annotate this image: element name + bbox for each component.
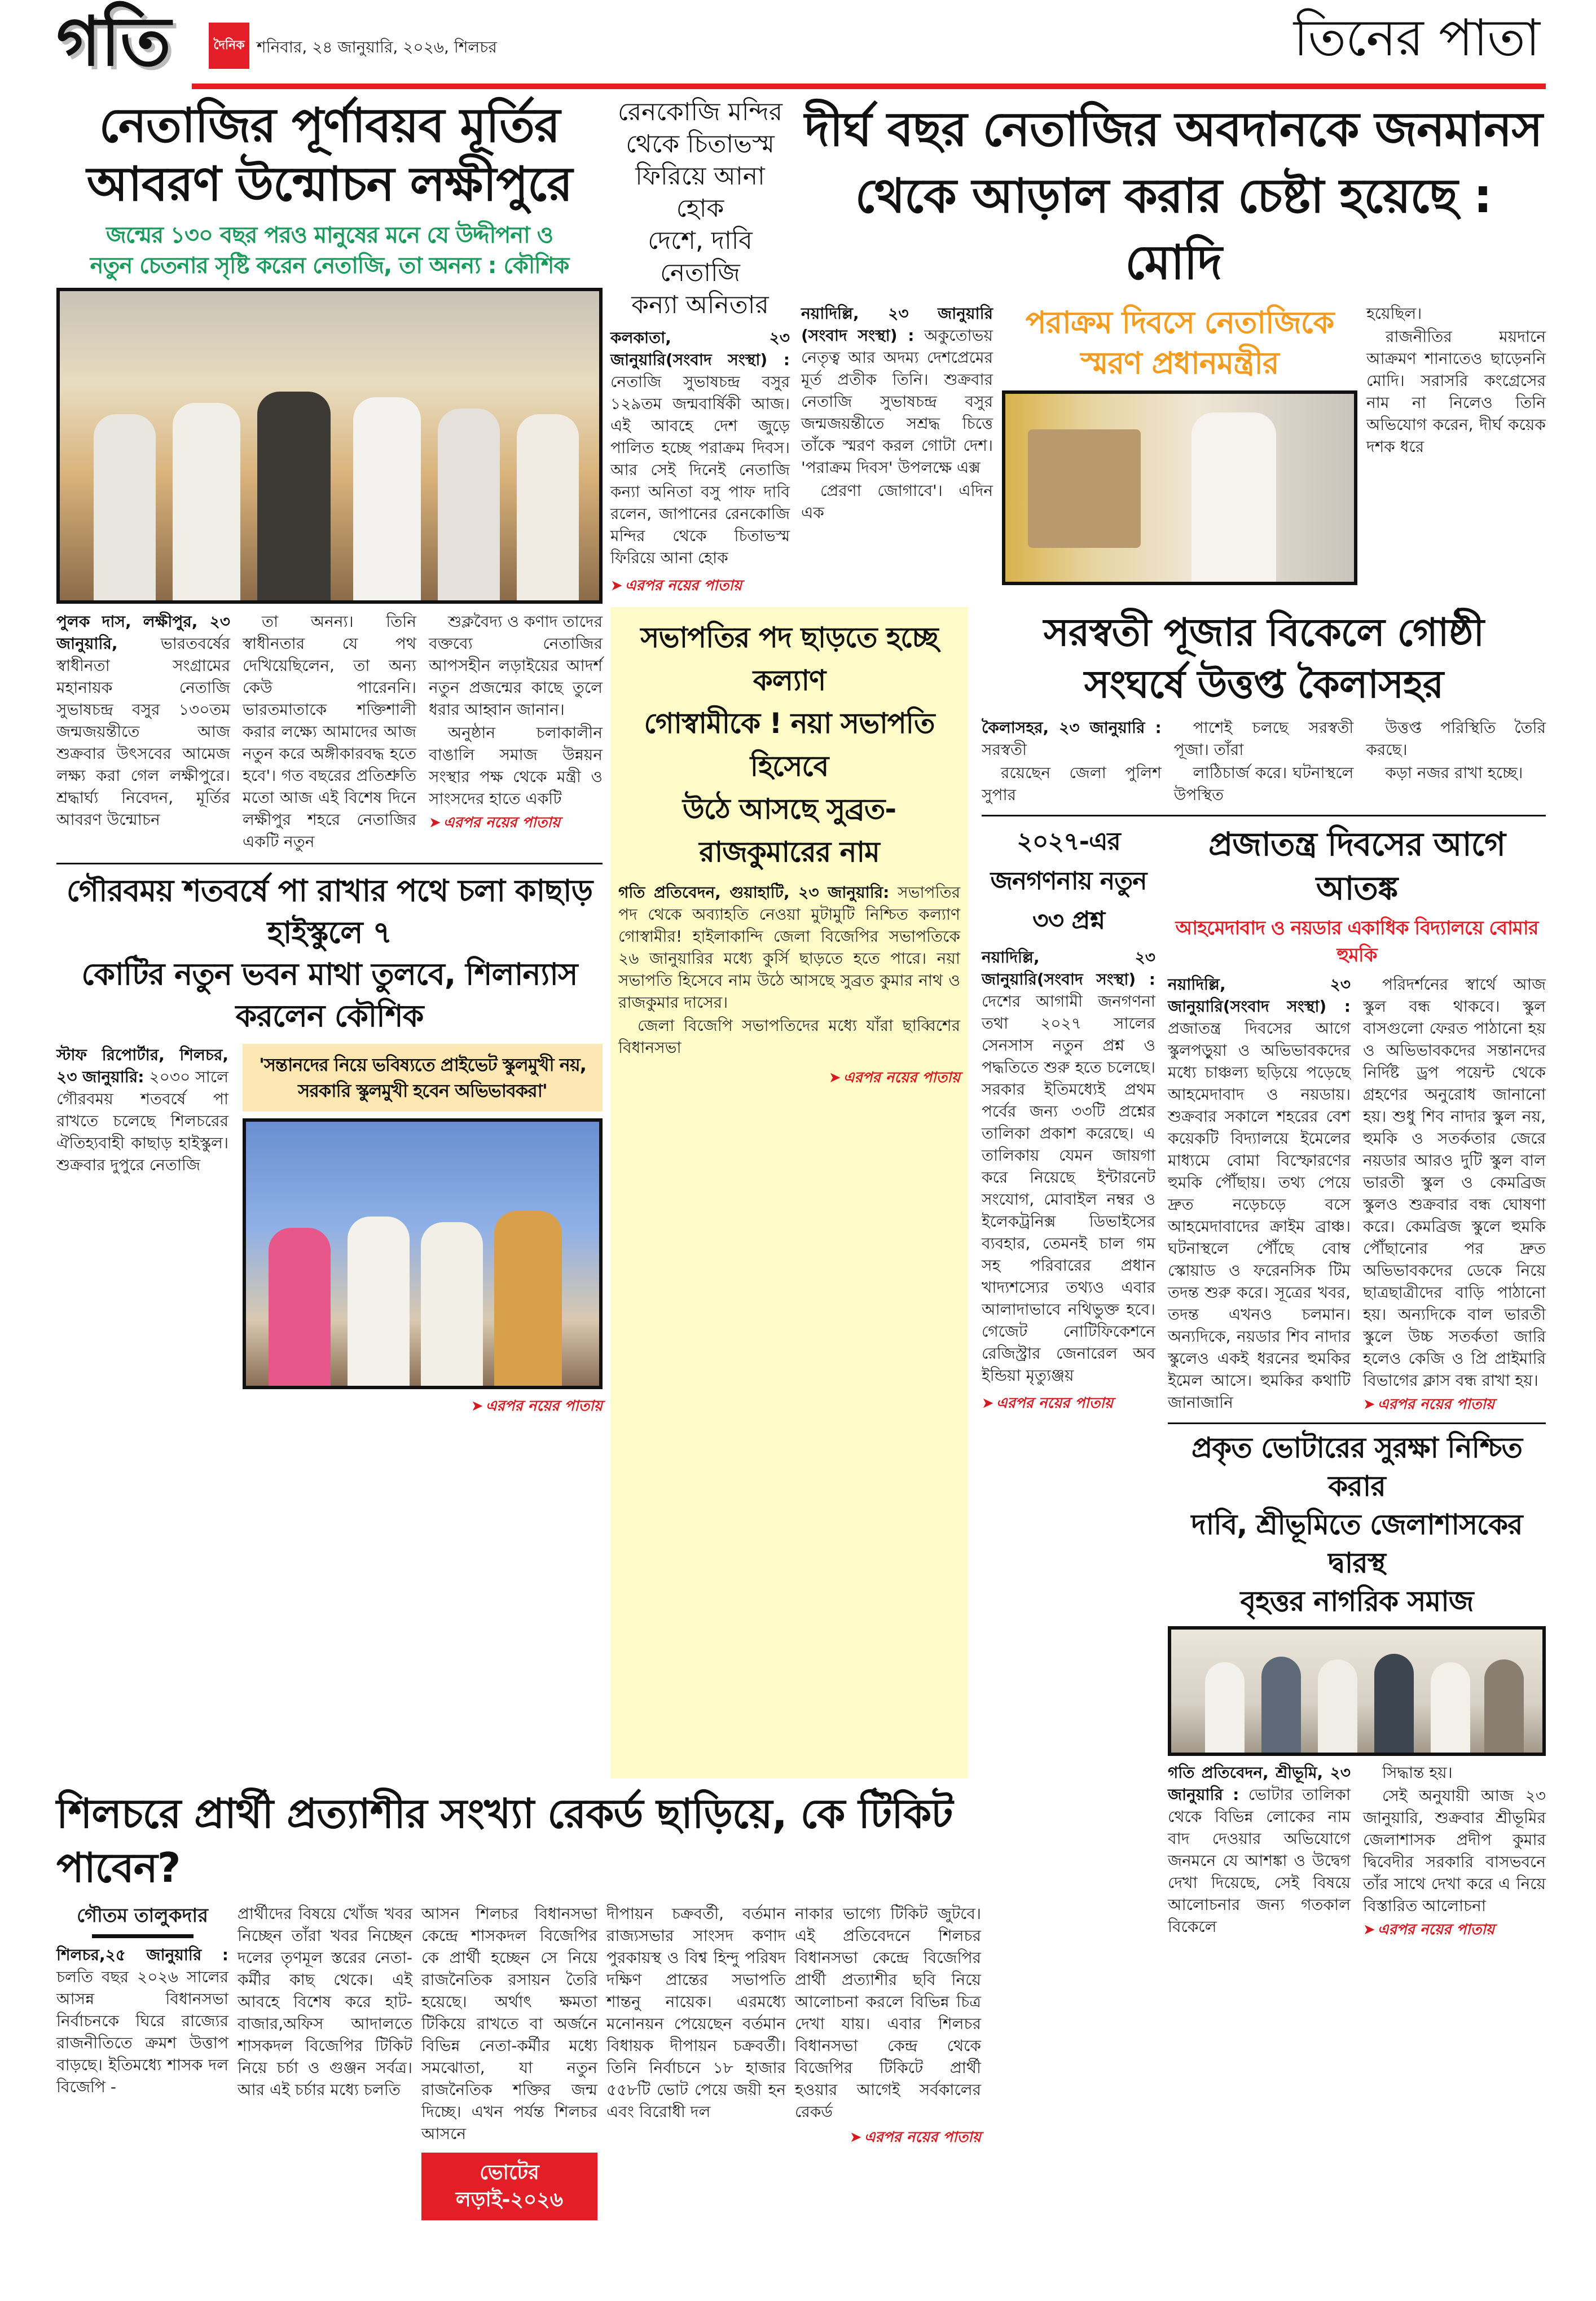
paragraph: পাশেই চলছে সরস্বতী পূজা। তাঁরা — [1173, 718, 1354, 759]
headline-line: সভাপতির পদ ছাড়তে হচ্ছে কল্যাণ — [640, 621, 938, 697]
paragraph: সরস্বতী — [982, 740, 1027, 759]
sribhumi-headline — [1168, 1429, 1546, 1621]
silchar-story — [56, 1786, 982, 2220]
continued-link[interactable]: ➤ এরপর নয়ের পাতায় — [610, 576, 742, 596]
sribhumi-story — [1168, 1422, 1546, 1940]
census-headline — [982, 822, 1155, 941]
dateline: কলকাতা, ২৩ জানুয়ারি(সংবাদ সংস্থা) : — [610, 328, 790, 369]
dateline: নয়াদিল্লি, ২৩ জানুয়ারি (সংবাদ সংস্থা) : — [801, 304, 993, 345]
brand-badge: দৈনিক — [209, 23, 249, 69]
paragraph: লাঠিচার্জ করে। ঘটনাস্থলে উপস্থিত — [1173, 763, 1354, 804]
paragraph: কড়া নজর রাখা হচ্ছে। — [1385, 763, 1523, 782]
byline: গৌতম তালুকদার — [77, 1904, 208, 1927]
cachar-quote-box — [243, 1044, 603, 1112]
paragraph: সিদ্ধান্ত হয়। — [1382, 1763, 1453, 1782]
census-body — [982, 946, 1155, 1387]
cachar-body — [56, 1044, 228, 1177]
dateline: গতি প্রতিবেদন, গুয়াহাটি, ২৩ জানুয়ারি: — [618, 883, 890, 902]
bomb-subhead: আহমেদাবাদ ও নয়ডার একাধিক বিদ্যালয়ে বোমার হুমকি — [1175, 917, 1538, 967]
subhead-line: জন্মের ১৩০ বছর পরও মানুষের মনে যে উদ্দীপনা ও — [105, 222, 553, 248]
headline-line: গোস্বামীকে ! নয়া সভাপতি হিসেবে — [644, 707, 935, 783]
modi-subhead — [1002, 302, 1357, 384]
kailashahar-body — [982, 717, 1546, 806]
silchar-col-3: আসন শিলচর বিধানসভা কেন্দ্রে শাসকদল বিজেপির কে প্রার্থী হচ্ছেন সে নিয়ে রাজনৈতিক রসায়ন তৈরি হয়েছে। অর্থাৎ ক্ষমতা টিকিয়ে রাখতে বা অর্জনে বিভিন্ন নেতা-কর্মীর মধ্যে সমঝোতা, যা নতুন রাজনৈতিক শক্তির জন্ম দিচ্ছে। এখন পর্যন্ত শিলচর আসনে — [421, 1904, 597, 2143]
continued-link[interactable]: ➤ এরপর নয়ের পাতায় — [429, 813, 560, 833]
subhead-line: নতুন চেতনার সৃষ্টি করেন নেতাজি, তা অনন্য : কৌশিক — [90, 253, 569, 279]
continued-link[interactable]: ➤ এরপর নয়ের পাতায় — [1363, 1920, 1494, 1940]
paragraph: দেশের আগামী জনগণনা তথা ২০২৭ সালের সেনসাস নতুন প্রশ্ন ও পদ্ধতিতে শুরু হতে চলেছে। সরকার ইতিমধ্যেই প্রথম পর্বের জন্য ৩৩টি প্রশ্নের তালিকা প্রকাশ করেছে। এ তালিকায় যেমন জায়গা করে নিয়েছে ইন্টারনেট সংযোগ, মোবাইল নম্বর ও ইলেকট্রনিক্স ডিভাইসের ব্যবহার, তেমনই চাল গম সহ পরিবারের প্রধান খাদ্যশস্যের তথ্যও এবার আলাদাভাবে নথিভুক্ত হবে। গেজেট নোটিফিকেশনে রেজিস্ট্রার জেনারেল অব ইন্ডিয়া মৃত্যুঞ্জয় — [982, 992, 1155, 1385]
paragraph: জেলা বিজেপি সভাপতিদের মধ্যে যাঁরা ছাব্বিশের বিধানসভা — [618, 1016, 960, 1057]
headline-line: কোটির নতুন ভবন মাথা তুলবে, শিলান্যাস করলেন কৌশিক — [81, 956, 578, 1034]
silchar-col-5: নাকার ভাগ্যে টিকিট জুটবে। এই প্রতিবেদনে শিলচর বিধানসভা কেন্দ্রে বিজেপির প্রার্থী প্রত্যাশীর ছবি নিয়ে আলোচনা করলে বিভিন্ন চিত্র দেখা যায়। এবার শিলচর বিধানসভা কেন্দ্র থেকে বিজেপির টিকিটে প্রার্থী হওয়ার আগেই সর্বকালের রেকর্ড — [795, 1904, 981, 2121]
left-column — [56, 96, 603, 1416]
subhead-line: পরাক্রম দিবসে নেতাজিকে — [1025, 305, 1334, 340]
dateline: স্টাফ রিপোর্টার, শিলচর, ২৩ জানুয়ারি: — [56, 1046, 228, 1086]
continued-link[interactable]: ➤ এরপর নয়ের পাতায় — [850, 2127, 981, 2148]
dateline: গতি প্রতিবেদন, শ্রীভূমি, ২৩ জানুয়ারি : — [1168, 1763, 1351, 1804]
right-stack — [982, 607, 1546, 1940]
renkoji-story — [610, 96, 790, 596]
silchar-headline: শিলচরে প্রার্থী প্রত্যাশীর সংখ্যা রেকর্ড ছাড়িয়ে, কে টিকিট পাবেন? — [56, 1790, 953, 1891]
modi-right-column — [1366, 302, 1546, 459]
headline-line: সরস্বতী পূজার বিকেলে গোষ্ঠী — [1043, 611, 1484, 655]
headline-line: দেশে, দাবি নেতাজি — [648, 226, 753, 287]
kailashahar-headline — [982, 607, 1546, 711]
paragraph: নেতাজি সুভাষচন্দ্র বসুর ১২৯তম জন্মবার্ষিকী আজ। এই আবহে দেশ জুড়ে পালিত হচ্ছে পরাক্রম দিবস। আর সেই দিনেই নেতাজি কন্যা অনিতা বসু পাফ দাবি রলেন, জাপানের রেনকোজি মন্দির থেকে চিতাভস্ম ফিরিয়ে আনা হোক — [610, 372, 790, 567]
sribhumi-photo — [1168, 1626, 1546, 1756]
paragraph: সভাপতির পদ থেকে অব্যাহতি নেওয়া মুটামুটি নিশ্চিত কল্যাণ গোস্বামীর! হাইলাকান্দি জেলা বিজেপির সভাপতিকে ২৬ জানুয়ারির মধ্যে কুর্সি ছাড়তে হতে পারে। নয়া সভাপতি হিসেবে নাম উঠে আসছে সুব্রত কুমার নাথ ও রাজকুমার দাসের। — [618, 883, 960, 1012]
headline-line: প্রকৃত ভোটারের সুরক্ষা নিশ্চিত করার — [1191, 1431, 1523, 1503]
continued-link[interactable]: ➤ এরপর নয়ের পাতায় — [829, 1068, 960, 1088]
paragraph: ভোটার তালিকা থেকে বিভিন্ন লোকের নাম বাদ দেওয়ার অভিযোগে জনমনে যে আশঙ্কা ও উদ্বেগ দেখা দিয়েছে, সেই বিষয়ে আলোচনার জন্য গতকাল বিকেলে — [1168, 1785, 1351, 1936]
headline-line: উঠে আসছে সুব্রত-রাজকুমারের নাম — [682, 793, 896, 868]
silchar-col-1 — [56, 1944, 228, 2099]
dateline: পুলক দাস, লক্ষীপুর, ২৩ জানুয়ারি, — [56, 612, 230, 653]
headline-line: গৌরবময় শতবর্ষে পা রাখার পথে চলা কাছাড় হাইস্কুলে ৭ — [66, 873, 593, 950]
masthead-logo: গতি — [56, 3, 172, 81]
dateline: কৈলাসহর, ২৩ জানুয়ারি : — [982, 718, 1162, 737]
paragraph: তা অনন্য। তিনি স্বাধীনতার যে পথ দেখিয়েছিলেন, তা অন্য কেউ পারেননি। ভারতমাতাকে শক্তিশালী করার লক্ষ্যে আমাদের আজ নতুন করে অঙ্গীকারবদ্ধ হতে হবে'। গত বছরের প্রতিশ্রুতি মতো আজ এই বিশেষ দিনে লক্ষীপুর শহরে নেতাজির একটি নতুন — [243, 612, 416, 851]
headline-line: সংঘর্ষে উত্তপ্ত কৈলাসহর — [1084, 662, 1444, 707]
paragraph: ২০৩০ সালে গৌরবময় শতবর্ষে পা রাখতে চলেছে শিলচরের ঐতিহ্যবাহী কাছাড় হাইস্কুল। শুক্রবার দুপুরে নেতাজি — [56, 1068, 228, 1174]
cachar-story — [56, 863, 603, 1416]
netaji-statue-subhead — [56, 220, 603, 281]
headline-line: দীর্ঘ বছর নেতাজির অবদানকে জনমানস — [804, 102, 1542, 157]
headline-line: ফিরিয়ে আনা হোক — [635, 162, 765, 223]
dateline: নয়াদিল্লি, ২৩ জানুয়ারি(সংবাদ সংস্থা) : — [1168, 975, 1351, 1016]
paragraph: চলতি বছর ২০২৬ সালের আসন্ন বিধানসভা নির্বাচনকে ঘিরে রাজ্যের রাজনীতিতে ক্রমশ উত্তাপ বাড়ছে। ইতিমধ্যে শাসক দল বিজেপি - — [56, 1968, 228, 2096]
paragraph: উত্তপ্ত পরিস্থিতি তৈরি করছে। — [1366, 718, 1546, 759]
kalyan-headline — [618, 616, 960, 873]
bomb-story — [1168, 822, 1546, 1415]
sribhumi-body — [1168, 1762, 1546, 1940]
headline-line: ৩৩ প্রশ্ন — [1032, 906, 1105, 935]
masthead-rule — [192, 84, 1546, 89]
netaji-statue-body — [56, 611, 603, 853]
kailashahar-story — [982, 607, 1546, 806]
paragraph: শুক্লবৈদ্য ও কণাদ তাদের বক্তব্যে নেতাজির আপসহীন লড়াইয়ের আদর্শ নতুন প্রজন্মের কাছে তুলে ধরার আহ্বান জানান। — [429, 612, 603, 719]
bomb-headline: প্রজাতন্ত্র দিবসের আগে আতঙ্ক — [1208, 825, 1506, 907]
headline-line: নেতাজির পূর্ণাবয়ব মূর্তির — [99, 98, 560, 153]
dateline: শিলচর,২৫ জানুয়ারি : — [56, 1946, 228, 1964]
vote-fight-badge: ভোটের লড়াই-২০২৬ — [421, 2153, 597, 2220]
continued-link[interactable]: ➤ এরপর নয়ের পাতায় — [982, 1393, 1113, 1413]
paragraph: প্রজাতন্ত্র দিবসের আগে স্কুলপড়ুয়া ও অভিভাবকদের মধ্যে চাঞ্চল্য ছড়িয়ে পড়েছে আহমেদাবাদ ও নয়ডায়। শুক্রবার সকালে শহরের বেশ কয়েকটি বিদ্যালয়ে ইমেলের মাধ্যমে বোমা বিস্ফোরণের হুমকি পৌঁছায়। তথ্য পেয়ে দ্রুত নড়েচড়ে বসে আহমেদাবাদের ক্রাইম ব্রাঞ্চ। ঘটনাস্থলে পৌঁছে বোম্ব স্কোয়াড ও ফরেনসিক টিম তদন্ত শুরু করে। সূত্রের খবর, তদন্ত এখনও চলমান। অন্যদিকে, নয়ডার শিব নাদার স্কুলেও একই ধরনের হুমকির ইমেল আসে। হুমকির কথাটি জানাজানি — [1168, 1019, 1351, 1412]
silchar-col-4: দীপায়ন চক্রবর্তী, বর্তমান রাজ্যসভার সাংসদ কণাদ পুরকায়স্থ ও বিশ্ব হিন্দু পরিষদ দক্ষিণ প্রান্তের সভাপতি শান্তনু নায়েক। এরমধ্যে মনোনয়ন পেয়েছেন বর্তমান বিধায়ক দীপায়ন চক্রবর্তী। তিনি নির্বাচনে ১৮ হাজার ৫৫৮টি ভোট পেয়ে জয়ী হন এবং বিরোধী দল — [606, 1904, 786, 2121]
headline-line: জনগণনায় নতুন — [990, 867, 1147, 895]
paragraph: অনুষ্ঠান চলাকালীন বাঙালি সমাজ উন্নয়ন সংস্থার পক্ষ থেকে মন্ত্রী ও সাংসদের হাতে একটি — [429, 723, 603, 808]
continued-link[interactable]: ➤ এরপর নয়ের পাতায় — [471, 1396, 603, 1416]
byline-rule — [92, 1934, 194, 1938]
census-story — [982, 822, 1155, 1413]
kalyan-body — [618, 881, 960, 1060]
quote-line: 'সন্তানদের নিয়ে ভবিষ্যতে প্রাইভেট স্কুলমুখী নয়, — [259, 1054, 586, 1075]
headline-line: কন্যা অনিতার — [631, 291, 769, 319]
paragraph: ভারতবর্ষের স্বাধীনতা সংগ্রামের মহানায়ক নেতাজি সুভাষচন্দ্র বসুর ১৩০তম জন্মজয়ন্তীতে আজ শুক্রবার উৎসবের আমেজ লক্ষ্য করা গেল লক্ষীপুরে। শ্রদ্ধার্ঘ্য নিবেদন, মূর্তির আবরণ উন্মোচন — [56, 634, 230, 829]
paragraph: রাজনীতির ময়দানে আক্রমণ শানাতেও ছাড়েননি মোদি। সরাসরি কংগ্রেসের নাম না নিলেও তিনি অভিযোগ করেন, দীর্ঘ কয়েক দশক ধরে — [1366, 327, 1546, 456]
subhead-line: স্মরণ প্রধানমন্ত্রীর — [1080, 345, 1279, 381]
modi-lead-end: প্রেরণা জোগাবে'। এদিন এক — [801, 481, 993, 522]
silchar-col-2: প্রার্থীদের বিষয়ে খোঁজ খবর নিচ্ছেন তাঁরা খবর নিচ্ছেন দলের তৃণমূল স্তরের নেতা-কর্মীর কাছ থেকে। এই আবহে বিশেষ করে হাট-বাজার,অফিস আদালতে শাসকদল বিজেপির টিকিট নিয়ে চর্চা ও গুঞ্জন সর্বত্র। আর এই চর্চার মধ্যে চলতি — [238, 1904, 412, 2099]
bomb-body — [1168, 973, 1546, 1415]
cachar-photo — [243, 1118, 603, 1389]
netaji-statue-story — [56, 96, 603, 853]
page-label: তিনের পাতা — [1293, 8, 1540, 68]
netaji-statue-headline — [56, 96, 603, 213]
headline-line: দাবি, শ্রীভূমিতে জেলাশাসকের দ্বারস্থ — [1191, 1508, 1523, 1579]
paragraph: অকুতোভয় নেতৃত্ব আর অদম্য দেশপ্রেমের মূর্ত প্রতীক তিনি। শুক্রবার নেতাজি সুভাষচন্দ্র বসুর জন্মজয়ন্তীতে সশ্রদ্ধ চিত্তে তাঁকে স্মরণ করল গোটা দেশ। 'পরাক্রম দিবস' উপলক্ষে এক্স — [801, 326, 993, 477]
netaji-statue-photo — [56, 288, 603, 604]
headline-line: বৃহত্তর নাগরিক সমাজ — [1240, 1585, 1474, 1618]
cachar-headline — [56, 870, 603, 1037]
headline-line: রেনকোজি মন্দির — [617, 98, 782, 126]
dateline: নয়াদিল্লি, ২৩ জানুয়ারি(সংবাদ সংস্থা) : — [982, 948, 1155, 989]
paragraph: সেই অনুযায়ী আজ ২৩ জানুয়ারি, শুক্রবার শ্রীভূমির জেলাশাসক প্রদীপ কুমার দ্বিবেদীর সরকারি বাসভবনে তাঁর সাথে দেখা করে এ নিয়ে বিস্তারিত আলোচনা — [1363, 1786, 1546, 1915]
headline-line: আবরণ উন্মোচন লক্ষীপুরে — [86, 156, 573, 212]
paragraph: হয়েছিল। — [1366, 304, 1422, 323]
date-line: শনিবার, ২৪ জানুয়ারি, ২০২৬, শিলচর — [257, 38, 497, 56]
modi-headline — [801, 96, 1546, 296]
headline-line: থেকে চিতাভস্ম — [626, 130, 775, 159]
paragraph: রয়েছেন জেলা পুলিশ সুপার — [982, 763, 1162, 804]
renkoji-headline — [610, 96, 790, 321]
modi-lead — [801, 302, 993, 525]
headline-line: ২০২৭-এর — [1017, 827, 1120, 856]
headline-line: থেকে আড়াল করার চেষ্টা হয়েছে : মোদি — [855, 168, 1492, 290]
continued-link[interactable]: ➤ এরপর নয়ের পাতায় — [1363, 1394, 1494, 1415]
modi-photo — [1002, 390, 1357, 585]
kalyan-box — [610, 607, 968, 1779]
right-area — [610, 96, 1546, 1940]
modi-story — [801, 96, 1546, 585]
quote-line: সরকারি স্কুলমুখী হবেন অভিভাবকরা' — [298, 1080, 547, 1101]
paragraph: পরিদর্শনের স্বার্থে আজ স্কুল বন্ধ থাকবে। স্কুল বাসগুলো ফেরত পাঠানো হয় ও অভিভাবকদের সন্তানদের নির্দিষ্ট ড্রপ পয়েন্ট থেকে গ্রহণের অনুরোধ জানানো হয়। শুধু শিব নাদার স্কুল নয়, হুমকি ও সতর্কতার জেরে নয়ডার আরও দুটি স্কুল বাল ভারতী স্কুল ও কেমব্রিজ স্কুলও শুক্রবার বন্ধ ঘোষণা করে। কেমব্রিজ স্কুলে হুমকি পৌঁছানোর পর দ্রুত অভিভাবকদের ডেকে নিয়ে ছাত্রছাত্রীদের বাড়ি পাঠানো হয়। অন্যদিকে বাল ভারতী স্কুলে উচ্চ সতর্কতা জারি হলেও কেজি ও প্রি প্রাইমারি বিভাগের ক্লাস বন্ধ রাখা হয়। — [1363, 975, 1546, 1390]
renkoji-body — [610, 327, 790, 570]
